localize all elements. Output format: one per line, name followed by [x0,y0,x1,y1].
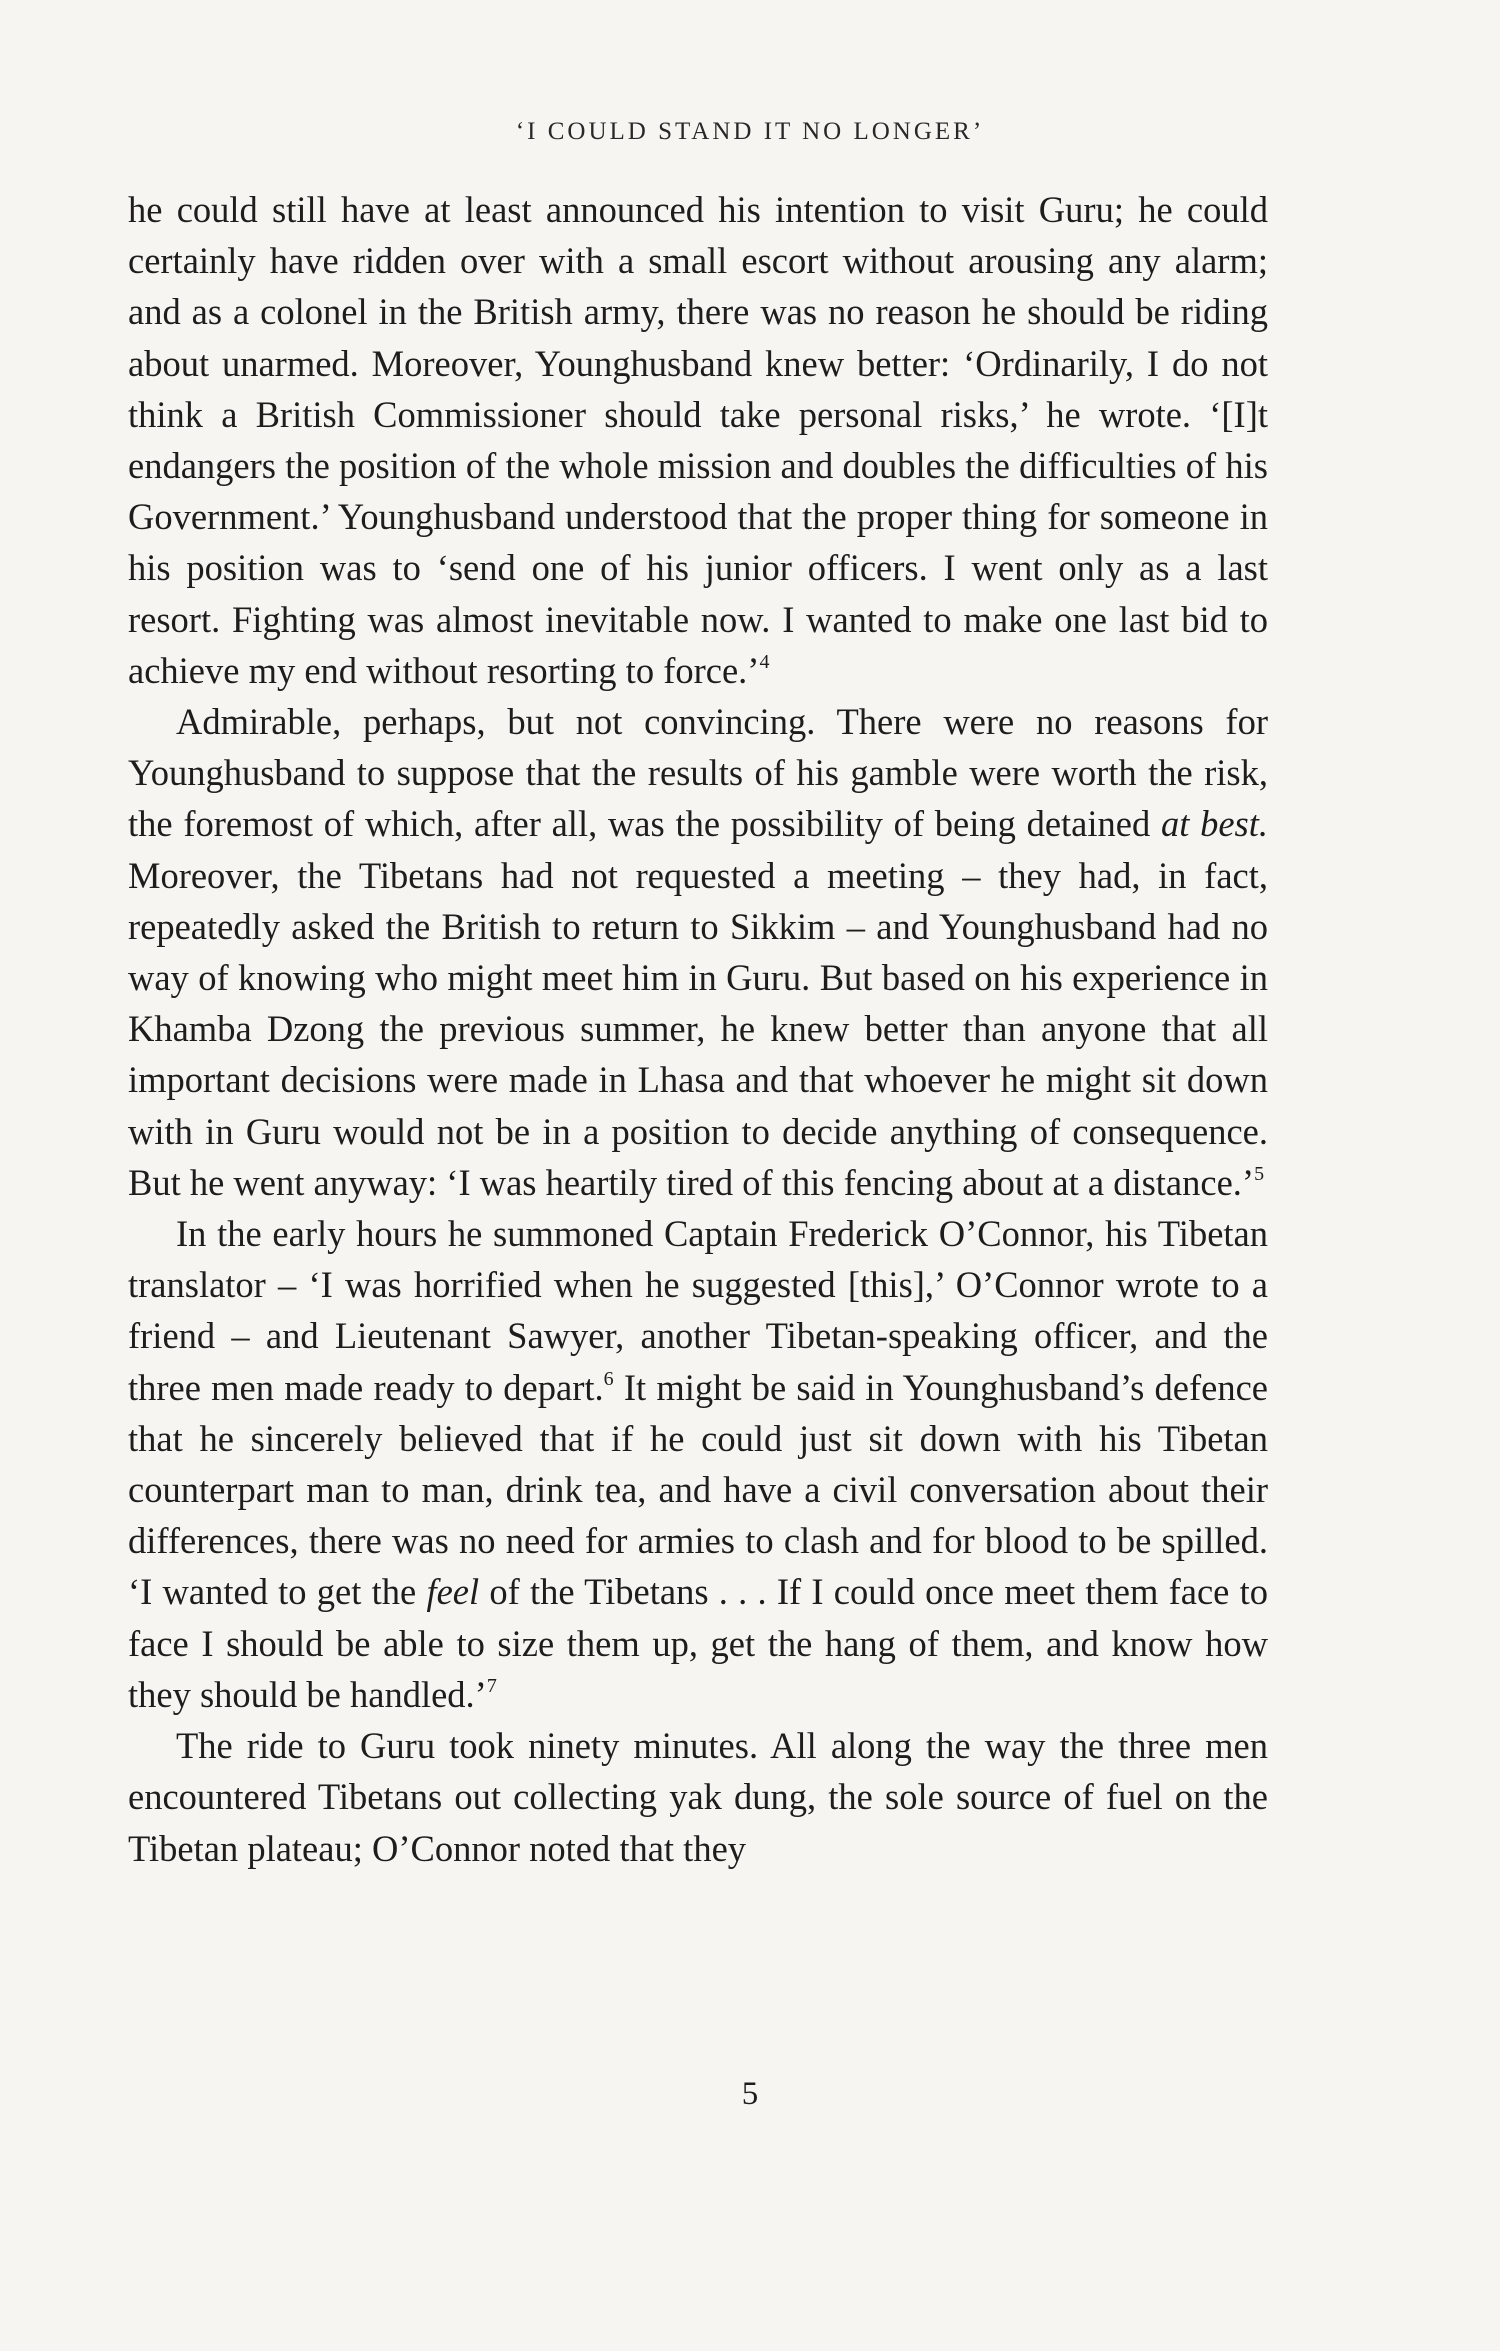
page-number: 5 [741,2076,759,2112]
text-run: In the early hours he summoned Captain Frederick O’Connor, his Tibetan translator – ‘I was horrified when he suggested [this],’ O’Connor wrote to a friend – and Lieutenant Sawyer, another Tibetan-speaking officer, and the three men made ready to depart. [128,1213,1268,1408]
italic-text: at best. [1160,803,1269,845]
body-text [128,184,1268,1874]
paragraph [128,1720,1268,1874]
paragraph [128,696,1268,1208]
paragraph [128,184,1268,696]
note-reference: 6 [603,1367,614,1390]
note-reference: 5 [1254,1162,1265,1185]
text-run: The ride to Guru took ninety minutes. All along the way the three men encountered Tibetans out collecting yak dung, the sole source of fuel on the Tibetan plateau; O’Connor noted that they [128,1725,1268,1869]
running-head: ‘I COULD STAND IT NO LONGER’ [515,118,985,145]
text-run: he could still have at least announced his intention to visit Guru; he could certainly have ridden over with a small escort without arousing any alarm; and as a colonel in the British army, there was no reason he should be riding about unarmed. Moreover, Younghusband knew better: ‘Ordinarily, I do not think a British Commissioner should take personal risks,’ he wrote. ‘[I]t endangers the position of the whole mission and doubles the difficulties of his Government.’ Younghusband understood that the proper thing for someone in his position was to ‘send one of his junior officers. I went only as a last resort. Fighting was almost inevitable now. I wanted to make one last bid to achieve my end without resorting to force.’ [128,189,1268,691]
note-reference: 4 [759,650,770,673]
text-run: Moreover, the Tibetans had not requested a meeting – they had, in fact, repeatedly asked the British to return to Sikkim – and Younghusband had no way of knowing who might meet him in Guru. But based on his experience in Khamba Dzong the previous summer, he knew better than anyone that all important decisions were made in Lhasa and that whoever he might sit down with in Guru would not be in a position to decide anything of consequence. But he went anyway: ‘I was heartily tired of this fencing about at a distance.’ [128,854,1268,1203]
italic-text: feel [426,1571,480,1613]
text-run: Admirable, perhaps, but not convincing. There were no reasons for Younghusband to suppose that the results of his gamble were worth the risk, the foremost of which, after all, was the possibility of being detained [128,701,1268,845]
note-reference: 7 [486,1674,497,1697]
paragraph [128,1208,1268,1720]
text-run: It might be said in Younghusband’s defence that he sincerely believed that if he could just sit down with his Tibetan counterpart man to man, drink tea, and have a civil conversation about their differences, there was no need for armies to clash and for blood to be spilled. ‘I wanted to get the [128,1366,1268,1613]
text-run: of the Tibetans . . . If I could once meet them face to face I should be able to size them up, get the hang of them, and know how they should be handled.’ [128,1571,1268,1715]
